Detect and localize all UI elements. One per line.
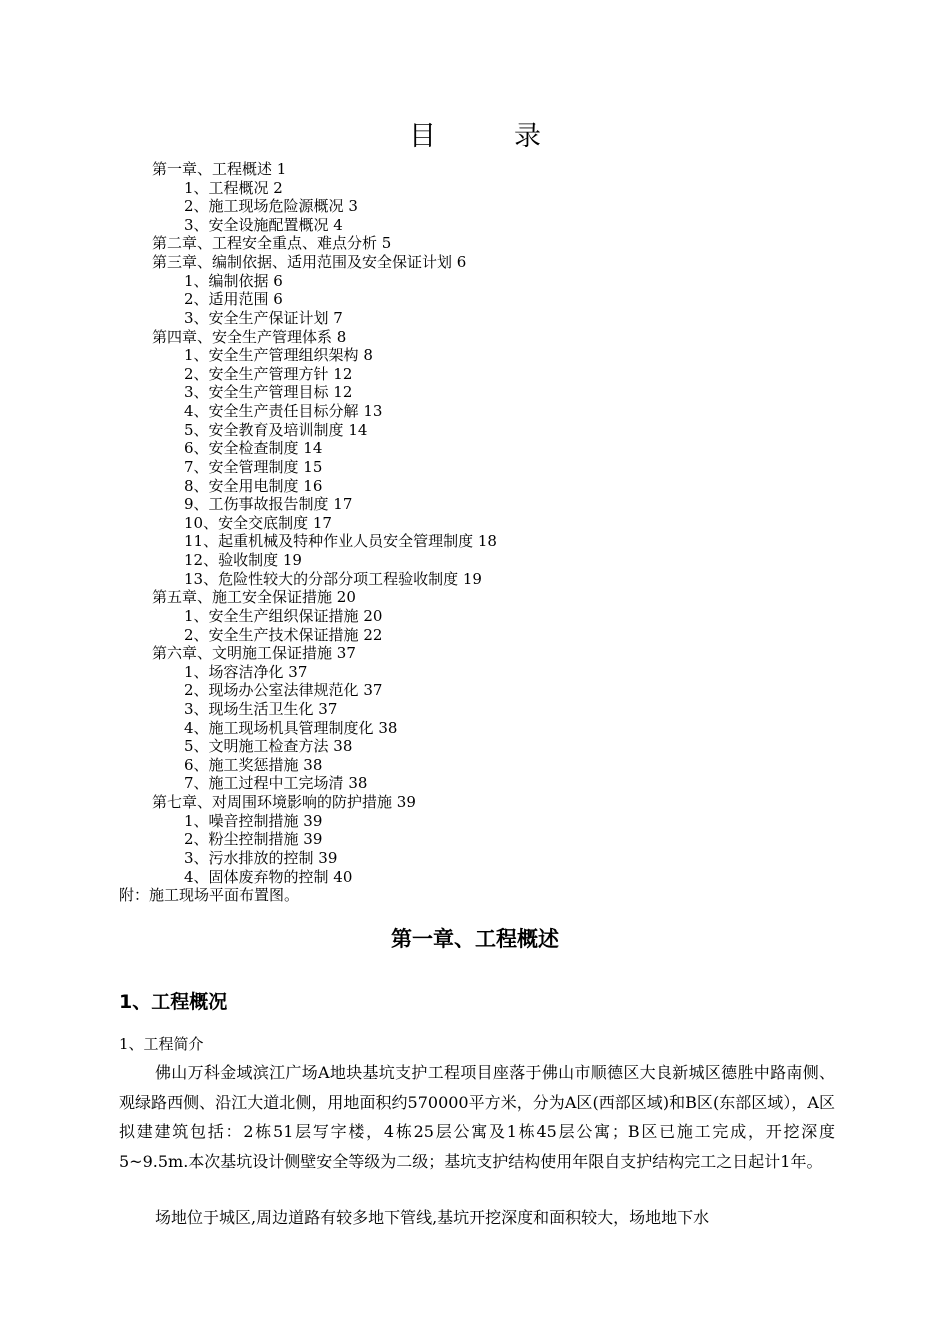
toc-section-entry[interactable]: 1、安全生产组织保证措施 20	[184, 606, 383, 625]
toc-title	[0, 114, 950, 153]
toc-section-entry[interactable]: 6、安全检查制度 14	[184, 439, 323, 458]
toc-section-entry[interactable]: 4、固体废弃物的控制 40	[184, 867, 353, 886]
toc-section-entry[interactable]: 2、粉尘控制措施 39	[184, 830, 323, 849]
toc-appendix: 附：施工现场平面布置图。	[119, 886, 300, 904]
toc-section-entry[interactable]: 3、安全设施配置概况 4	[184, 215, 343, 234]
toc-section-entry[interactable]: 10、安全交底制度 17	[184, 513, 332, 532]
toc-section-entry[interactable]: 1、场容洁净化 37	[184, 662, 308, 681]
toc-section-entry[interactable]: 3、污水排放的控制 39	[184, 848, 338, 867]
toc-chapter-entry[interactable]: 第一章、工程概述 1	[152, 160, 287, 178]
chapter-heading: 第一章、工程概述	[391, 927, 559, 951]
toc-section-entry[interactable]: 8、安全用电制度 16	[184, 476, 323, 495]
toc-section-entry[interactable]: 1、工程概况 2	[184, 178, 283, 197]
toc-section-entry[interactable]: 4、施工现场机具管理制度化 38	[184, 718, 398, 737]
toc-chapter-entry[interactable]: 第三章、编制依据、适用范围及安全保证计划 6	[152, 253, 467, 272]
toc-section-entry[interactable]: 11、起重机械及特种作业人员安全管理制度 18	[184, 532, 497, 551]
toc-section-entry[interactable]: 7、施工过程中工完场清 38	[184, 774, 368, 793]
toc-section-entry[interactable]: 3、安全生产管理目标 12	[184, 383, 353, 402]
toc-section-entry[interactable]: 4、安全生产责任目标分解 13	[184, 402, 383, 421]
sub-heading: 1、工程简介	[119, 1035, 204, 1053]
toc-chapter-entry[interactable]: 第六章、文明施工保证措施 37	[152, 644, 356, 663]
toc-section-entry[interactable]: 1、编制依据 6	[184, 271, 283, 290]
toc-section-entry[interactable]: 12、验收制度 19	[184, 551, 302, 570]
toc-section-entry[interactable]: 7、安全管理制度 15	[184, 457, 323, 476]
toc-title-right: 录	[514, 121, 541, 152]
toc-section-entry[interactable]: 3、安全生产保证计划 7	[184, 308, 343, 327]
toc-chapter-entry[interactable]: 第五章、施工安全保证措施 20	[152, 588, 356, 607]
toc-section-entry[interactable]: 2、施工现场危险源概况 3	[184, 197, 358, 216]
toc-section-entry[interactable]: 13、危险性较大的分部分项工程验收制度 19	[184, 569, 482, 588]
toc-chapter-entry[interactable]: 第四章、安全生产管理体系 8	[152, 327, 347, 346]
toc-section-entry[interactable]: 2、适用范围 6	[184, 290, 283, 309]
toc-section-entry[interactable]: 2、安全生产管理方针 12	[184, 364, 353, 383]
toc-chapter-entry[interactable]: 第二章、工程安全重点、难点分析 5	[152, 234, 392, 253]
toc-section-entry[interactable]: 1、噪音控制措施 39	[184, 811, 323, 830]
toc-chapter-entry[interactable]: 第七章、对周围环境影响的防护措施 39	[152, 793, 416, 812]
body-paragraph: 场地位于城区,周边道路有较多地下管线,基坑开挖深度和面积较大，场地地下水	[155, 1208, 710, 1227]
toc-section-entry[interactable]: 2、安全生产技术保证措施 22	[184, 625, 383, 644]
toc-section-entry[interactable]: 3、现场生活卫生化 37	[184, 699, 338, 718]
toc-title-left: 目	[409, 121, 436, 152]
body-paragraph: 佛山万科金域滨江广场A地块基坑支护工程项目座落于佛山市顺德区大良新城区德胜中路南侧、观绿路西侧、沿江大道北侧，用地面积约570000平方米，分为A区(西部区域)和B区(东部区域），A区拟建建筑包括：2栋51层写字楼，4栋25层公寓及1栋45层公寓；B区已施工完成，开挖深度5~9.5m.本次基坑设计侧壁安全等级为二级；基坑支护结构使用年限自支护结构完工之日起计1年。	[119, 1063, 835, 1171]
toc-section-entry[interactable]: 5、文明施工检查方法 38	[184, 737, 353, 756]
toc-section-entry[interactable]: 5、安全教育及培训制度 14	[184, 420, 368, 439]
toc-section-entry[interactable]: 6、施工奖惩措施 38	[184, 755, 323, 774]
toc-section-entry[interactable]: 1、安全生产管理组织架构 8	[184, 346, 373, 365]
toc-section-entry[interactable]: 9、工伤事故报告制度 17	[184, 495, 353, 514]
section-heading: 1、工程概况	[119, 991, 228, 1013]
toc-section-entry[interactable]: 2、现场办公室法律规范化 37	[184, 681, 383, 700]
